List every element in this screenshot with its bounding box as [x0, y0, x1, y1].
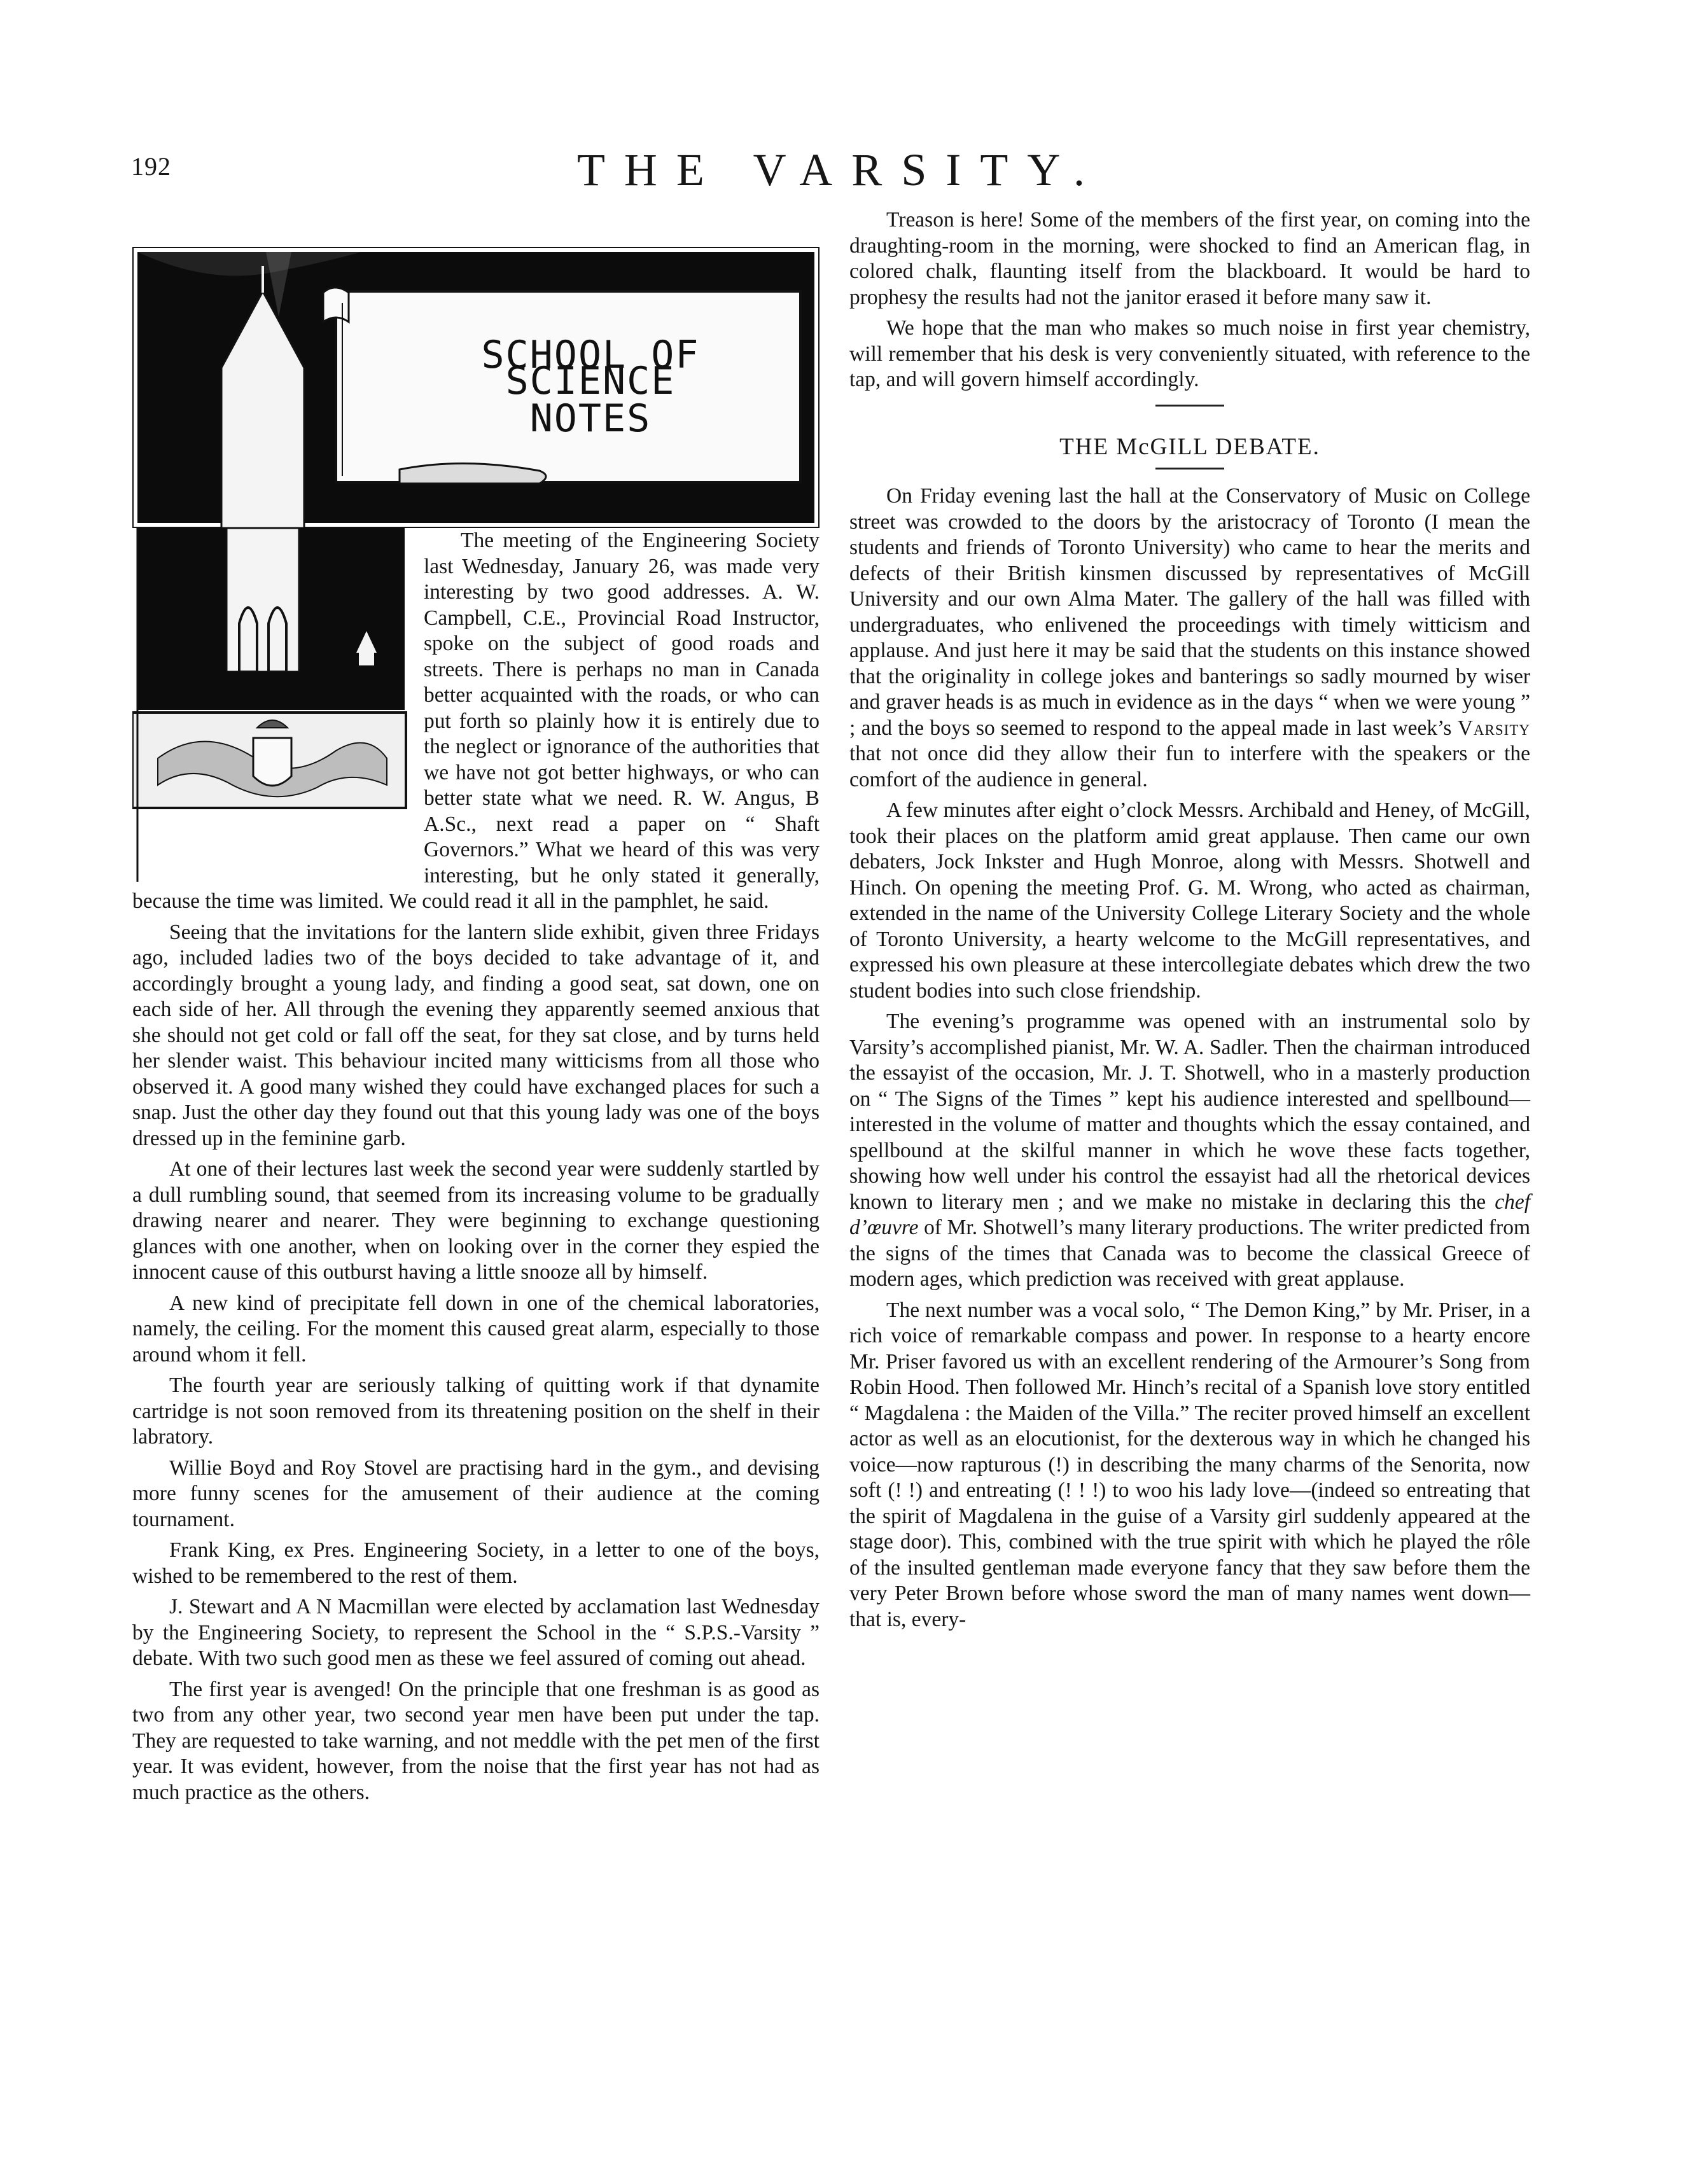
paragraph: At one of their lectures last week the second year were suddenly startled by a dull rumbling sound, that seemed from its increasing volume to be gradually drawing nearer and nearer. They were beginning to exchange questioning glances with one another, when on looking over in the corner they espied the innocent cause of this outburst having a little snooze all by himself.	[132, 1157, 820, 1284]
paragraph: J. Stewart and A N Macmillan were elected by acclamation last Wednesday by the Engineering Society, to represent the School in the “ S.P.S.-Varsity ” debate. With two such good men as these we feel assured of coming out ahead.	[132, 1595, 820, 1670]
paragraph: The meeting of the Engineering Society last Wednesday, January 26, was made very interesting by two good addresses. A. W. Campbell, C.E., Provincial Road Instructor, spoke on the subject of good roads and streets. There is perhaps no man in Canada better acquainted with the roads, or who can put forth so plainly how it is entirely due to the neglect or ignorance of the authorities that we have not got better highways, or who can better state what we need. R. W. Angus, B A.Sc., next read a paper on “ Shaft Governors.” What we heard of this was very interesting, but he only stated it generally, because the time was limited. We could read it all in the pamphlet, he said.	[132, 529, 820, 913]
text-run: On Friday evening last the hall at the Conservatory of Music on College street was crowded to the doors by the aristocracy of Toronto (I mean the students and friends of Toronto University) who came to hear the merits and defects of their British kinsmen discussed by representatives of McGill University and our own Alma Mater. The gallery of the hall was filled with undergraduates, who enlivened the proceedings with timely witticism and applause. And just here it may be said that the students on this instance showed that the originality in college jokes and banterings so sadly mourned by wiser and graver heads is as much in evidence as in the days “ when we were young ” ; and the boys so seemed to respond to the appeal made in last week’s	[849, 484, 1530, 740]
left-column	[132, 207, 820, 1805]
paragraph: Treason is here! Some of the members of the first year, on coming into the draughting-room in the morning, were shocked to find an American flag, in colored chalk, flaunting itself from the blackboard. It would be hard to prophesy the results had not the janitor erased it before many saw it.	[849, 208, 1530, 309]
heading-rule-top	[1155, 405, 1224, 407]
small-caps-run: Varsity	[1457, 716, 1530, 740]
paragraph: The fourth year are seriously talking of quitting work if that dynamite cartridge is not soon removed from its threatening position on the shelf in their labratory.	[132, 1374, 820, 1449]
banner-title-line1: SCHOOL OF SCIENCE	[481, 333, 700, 403]
paragraph	[849, 483, 1530, 793]
section-heading: THE McGILL DEBATE.	[1059, 433, 1320, 460]
paragraph	[849, 1009, 1530, 1293]
heading-rule-bottom	[1155, 468, 1224, 469]
paragraph: Seeing that the invitations for the lantern slide exhibit, given three Fridays ago, included ladies two of the boys decided to take advantage of it, and accordingly brought a young lady, and finding a good seat, sat down, one on each side of her. All through the evening they apparently seemed anxious that she should not get cold or fall off the seat, for they sat close, and by turns held her slender waist. This behaviour incited many witticisms from all those who observed it. A good many wished they could have exchanged places for such a snap. Just the other day they found out that this young lady was one of the boys dressed up in the feminine garb.	[132, 920, 820, 1150]
text-run: of Mr. Shotwell’s many literary productions. The writer predicted from the signs of the times that Canada was to become the classical Greece of modern ages, which prediction was received with great applause.	[849, 1216, 1531, 1291]
paragraph: The first year is avenged! On the principle that one freshman is as good as two from any other year, two second year men have been put under the tap. They are requested to take warning, and not meddle with the pet men of the first year. It was evident, however, from the noise that the first year has not had as much practice as the others.	[132, 1677, 820, 1804]
text-run: The evening’s programme was opened with an instrumental solo by Varsity’s accomplished pianist, Mr. W. A. Sadler. Then the chairman introduced the essayist of the occasion, Mr. J. T. Shotwell, who in a masterly production on “ The Signs of the Times ” kept his audience interested and spellbound—interested in the volume of matter and thoughts which the essay contained, and spellbound at the skilful manner in which he wove these facts together, showing how well under his control the essayist had all the rhetorical devices known to literary men ; and we make no mistake in declaring this the	[849, 1010, 1530, 1214]
banner-title-line2: NOTES	[529, 396, 652, 441]
banner-inset-illustration	[132, 528, 424, 882]
paragraph: We hope that the man who makes so much noise in first year chemistry, will remember that his desk is very conveniently situated, with reference to the tap, and will govern himself accordingly.	[849, 316, 1530, 391]
paragraph: Willie Boyd and Roy Stovel are practising hard in the gym., and devising more funny scenes for the amusement of their audience at the coming tournament.	[132, 1456, 820, 1531]
banner-inset	[132, 528, 424, 882]
page-number: 192	[131, 152, 171, 181]
italic-run: chef d’œuvre	[849, 1190, 1530, 1239]
paragraph: A few minutes after eight o’clock Messrs. Archibald and Heney, of McGill, took their places on the platform amid great applause. Then came our own debaters, Jock Inkster and Hugh Monroe, along with Messrs. Shotwell and Hinch. On opening the meeting Prof. G. M. Wrong, who acted as chairman, extended in the name of the University College Literary Society and the whole of Toronto University, a hearty welcome to the McGill representatives, and expressed his own pleasure at these intercollegiate debates which drew the two student bodies into such close friendship.	[849, 798, 1530, 1003]
section-banner	[132, 247, 820, 528]
right-column	[849, 207, 1530, 1632]
masthead: THE VARSITY.	[576, 144, 1105, 195]
paragraph: Frank King, ex Pres. Engineering Society, in a letter to one of the boys, wished to be remembered to the rest of them.	[132, 1538, 820, 1588]
text-run: that not once did they allow their fun to interfere with the speakers or the comfort of the audience in general.	[849, 742, 1530, 791]
paragraph: A new kind of precipitate fell down in one of the chemical laboratories, namely, the ceiling. For the moment this caused great alarm, especially to those around whom it fell.	[132, 1291, 820, 1367]
paragraph: The next number was a vocal solo, “ The Demon King,” by Mr. Priser, in a rich voice of remarkable compass and power. In response to a hearty encore Mr. Priser favored us with an excellent rendering of the Armourer’s Song from Robin Hood. Then followed Mr. Hinch’s recital of a Spanish love story entitled “ Magdalena : the Maiden of the Villa.” The reciter proved himself an excellent actor as well as an elocutionist, for the dexterous way in which he changed his voice—now rapturous (!) in describing the many charms of the Senorita, now soft (! !) and entreating (! ! !) to woo his lady love—(indeed so entreating that the spirit of Magdalena in the guise of a Varsity girl suddenly appeared at the stage door). This, combined with the true spirit with which he played the rôle of the insulted gentleman made everyone fancy that they saw before them the very Peter Brown before whose sword the man of many names went down—that is, every-	[849, 1298, 1530, 1631]
crest-shield-icon	[253, 738, 291, 786]
